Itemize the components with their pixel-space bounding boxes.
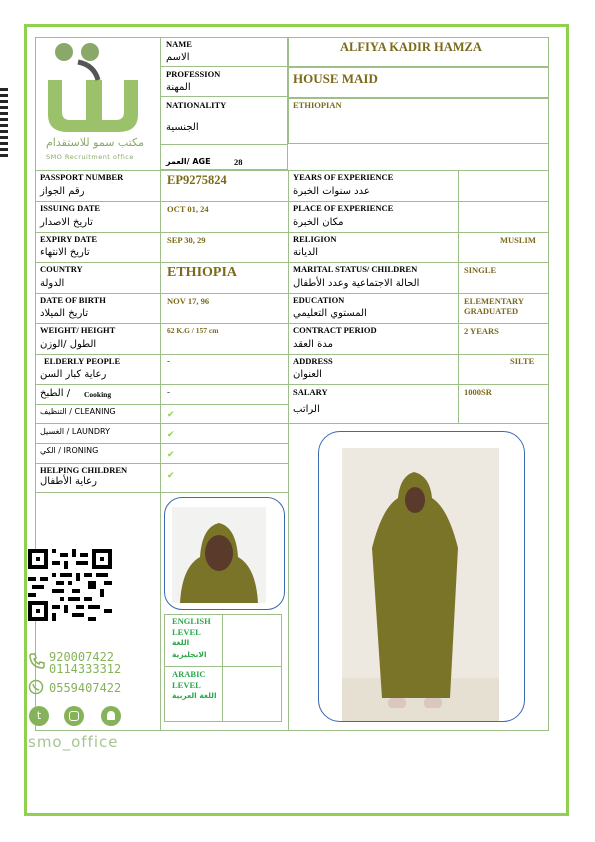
passport-label: PASSPORT NUMBER — [40, 172, 124, 182]
years-exp-label: YEARS OF EXPERIENCE — [293, 172, 394, 182]
english-level-label: ENGLISH — [172, 616, 211, 626]
logo-mark-icon — [38, 40, 160, 140]
logo-english-text: SMO Recruitment office — [46, 153, 134, 161]
education-value-2: GRADUATED — [464, 306, 519, 316]
ironing-label: الكي / IRONING — [40, 446, 99, 455]
cooking-label-ar: الطبخ / — [40, 388, 71, 399]
profession-value: HOUSE MAID — [293, 71, 378, 86]
contract-label-ar: مدة العقد — [293, 339, 333, 350]
contract-label: CONTRACT PERIOD — [293, 325, 377, 335]
name-label: NAME — [166, 39, 192, 49]
divider — [35, 492, 288, 493]
arabic-level-label: ARABIC — [172, 669, 206, 679]
company-logo — [38, 40, 160, 168]
religion-value: MUSLIM — [500, 235, 536, 245]
divider — [35, 354, 549, 355]
divider — [35, 170, 549, 171]
age-label: العمر/ AGE — [166, 157, 211, 166]
divider — [160, 66, 288, 67]
religion-label: RELIGION — [293, 234, 337, 244]
divider — [35, 323, 549, 324]
cooking-value: - — [167, 387, 170, 397]
qr-code-icon — [28, 549, 112, 621]
marital-label: MARITAL STATUS/ CHILDREN — [293, 264, 418, 274]
weight-label: WEIGHT/ HEIGHT — [40, 325, 116, 335]
divider — [35, 384, 549, 385]
divider — [164, 666, 282, 667]
education-label-ar: المستوي التعليمي — [293, 308, 367, 319]
issuing-value: OCT 01, 24 — [167, 204, 209, 214]
issuing-label: ISSUING DATE — [40, 203, 101, 213]
salary-label: SALARY — [293, 387, 328, 397]
expiry-label-ar: تاريخ الانتهاء — [40, 247, 90, 258]
divider — [35, 423, 549, 424]
divider — [35, 201, 549, 202]
phone-icon — [28, 652, 46, 670]
divider — [160, 144, 288, 145]
laundry-label: الغسيل / LAUNDRY — [40, 427, 110, 436]
nationality-label: NATIONALITY — [166, 100, 227, 110]
english-level-ar: اللغة — [172, 638, 190, 647]
ironing-check-icon: ✔ — [167, 450, 175, 460]
elderly-label-ar: رعاية كبار السن — [40, 369, 107, 380]
divider — [458, 170, 459, 423]
place-exp-label: PLACE OF EXPERIENCE — [293, 203, 394, 213]
divider — [288, 423, 289, 731]
twitter-icon: t — [29, 706, 49, 726]
dob-label: DATE OF BIRTH — [40, 295, 106, 305]
whatsapp-icon — [28, 679, 44, 695]
elderly-label: ELDERLY PEOPLE — [44, 356, 121, 366]
profession-label: PROFESSION — [166, 69, 221, 79]
age-value: 28 — [234, 157, 243, 167]
salary-label-ar: الراتب — [293, 404, 320, 415]
arabic-level-ar: اللغة العربية — [172, 691, 217, 700]
religion-label-ar: الديانة — [293, 247, 319, 258]
marital-label-ar: الحالة الاجتماعية وعدد الأطفال — [293, 278, 420, 289]
country-value: ETHIOPIA — [167, 265, 238, 280]
english-level-ar-2: الانجليزية — [172, 650, 207, 659]
passport-label-ar: رقم الجواز — [40, 186, 85, 197]
expiry-label: EXPIRY DATE — [40, 234, 98, 244]
full-body-photo — [342, 448, 499, 721]
profession-label-ar: المهنة — [166, 82, 191, 93]
years-exp-label-ar: عدد سنوات الخبرة — [293, 186, 370, 197]
address-label-ar: العنوان — [293, 369, 322, 380]
name-label-ar: الاسم — [166, 52, 190, 63]
dob-value: NOV 17, 96 — [167, 296, 210, 306]
address-value: SILTE — [510, 356, 535, 366]
phone-number-1: 920007422 — [49, 650, 115, 664]
education-label: EDUCATION — [293, 295, 345, 305]
contract-value: 2 YEARS — [464, 326, 499, 336]
divider — [35, 443, 288, 444]
cleaning-check-icon: ✔ — [167, 410, 175, 420]
helping-label-ar: رعاية الأطفال — [40, 476, 97, 487]
cooking-label: Cooking — [84, 390, 112, 399]
education-value-1: ELEMENTARY — [464, 296, 524, 306]
divider — [35, 404, 288, 405]
cleaning-label: التنظيف / CLEANING — [40, 407, 116, 416]
marital-value: SINGLE — [464, 265, 497, 275]
english-level-label-2: LEVEL — [172, 627, 201, 637]
helping-check-icon: ✔ — [167, 471, 175, 481]
dob-label-ar: تاريخ الميلاد — [40, 308, 89, 319]
snapchat-icon — [101, 706, 121, 726]
nationality-label-ar: الجنسية — [166, 122, 199, 133]
whatsapp-number: 0559407422 — [49, 681, 122, 695]
elderly-value: - — [167, 356, 170, 366]
divider — [35, 293, 549, 294]
country-label-ar: الدولة — [40, 278, 65, 289]
logo-arabic-text: مكتب سمو للاستقدام — [46, 136, 144, 149]
laundry-check-icon: ✔ — [167, 430, 175, 440]
country-label: COUNTRY — [40, 264, 83, 274]
social-handle: smo_office — [28, 733, 119, 751]
portrait-photo — [172, 507, 266, 603]
arabic-level-label-2: LEVEL — [172, 680, 201, 690]
name-value: ALFIYA KADIR HAMZA — [340, 40, 482, 54]
weight-value: 62 K.G / 157 cm — [167, 326, 219, 335]
divider — [35, 232, 549, 233]
phone-number-2: 0114333312 — [49, 662, 122, 676]
divider — [35, 262, 549, 263]
passport-value: EP9275824 — [167, 173, 227, 187]
weight-label-ar: الطول /الوزن — [40, 339, 97, 350]
salary-value: 1000SR — [464, 387, 492, 397]
divider — [35, 463, 288, 464]
nationality-value: ETHIOPIAN — [293, 100, 342, 110]
instagram-icon — [64, 706, 84, 726]
divider — [288, 170, 289, 423]
issuing-label-ar: تاريخ الاصدار — [40, 217, 93, 228]
address-label: ADDRESS — [293, 356, 333, 366]
helping-label: HELPING CHILDREN — [40, 465, 128, 475]
place-exp-label-ar: مكان الخبرة — [293, 217, 344, 228]
left-edge-strip — [0, 88, 8, 158]
divider — [222, 614, 223, 722]
divider — [160, 96, 288, 97]
expiry-value: SEP 30, 29 — [167, 235, 206, 245]
